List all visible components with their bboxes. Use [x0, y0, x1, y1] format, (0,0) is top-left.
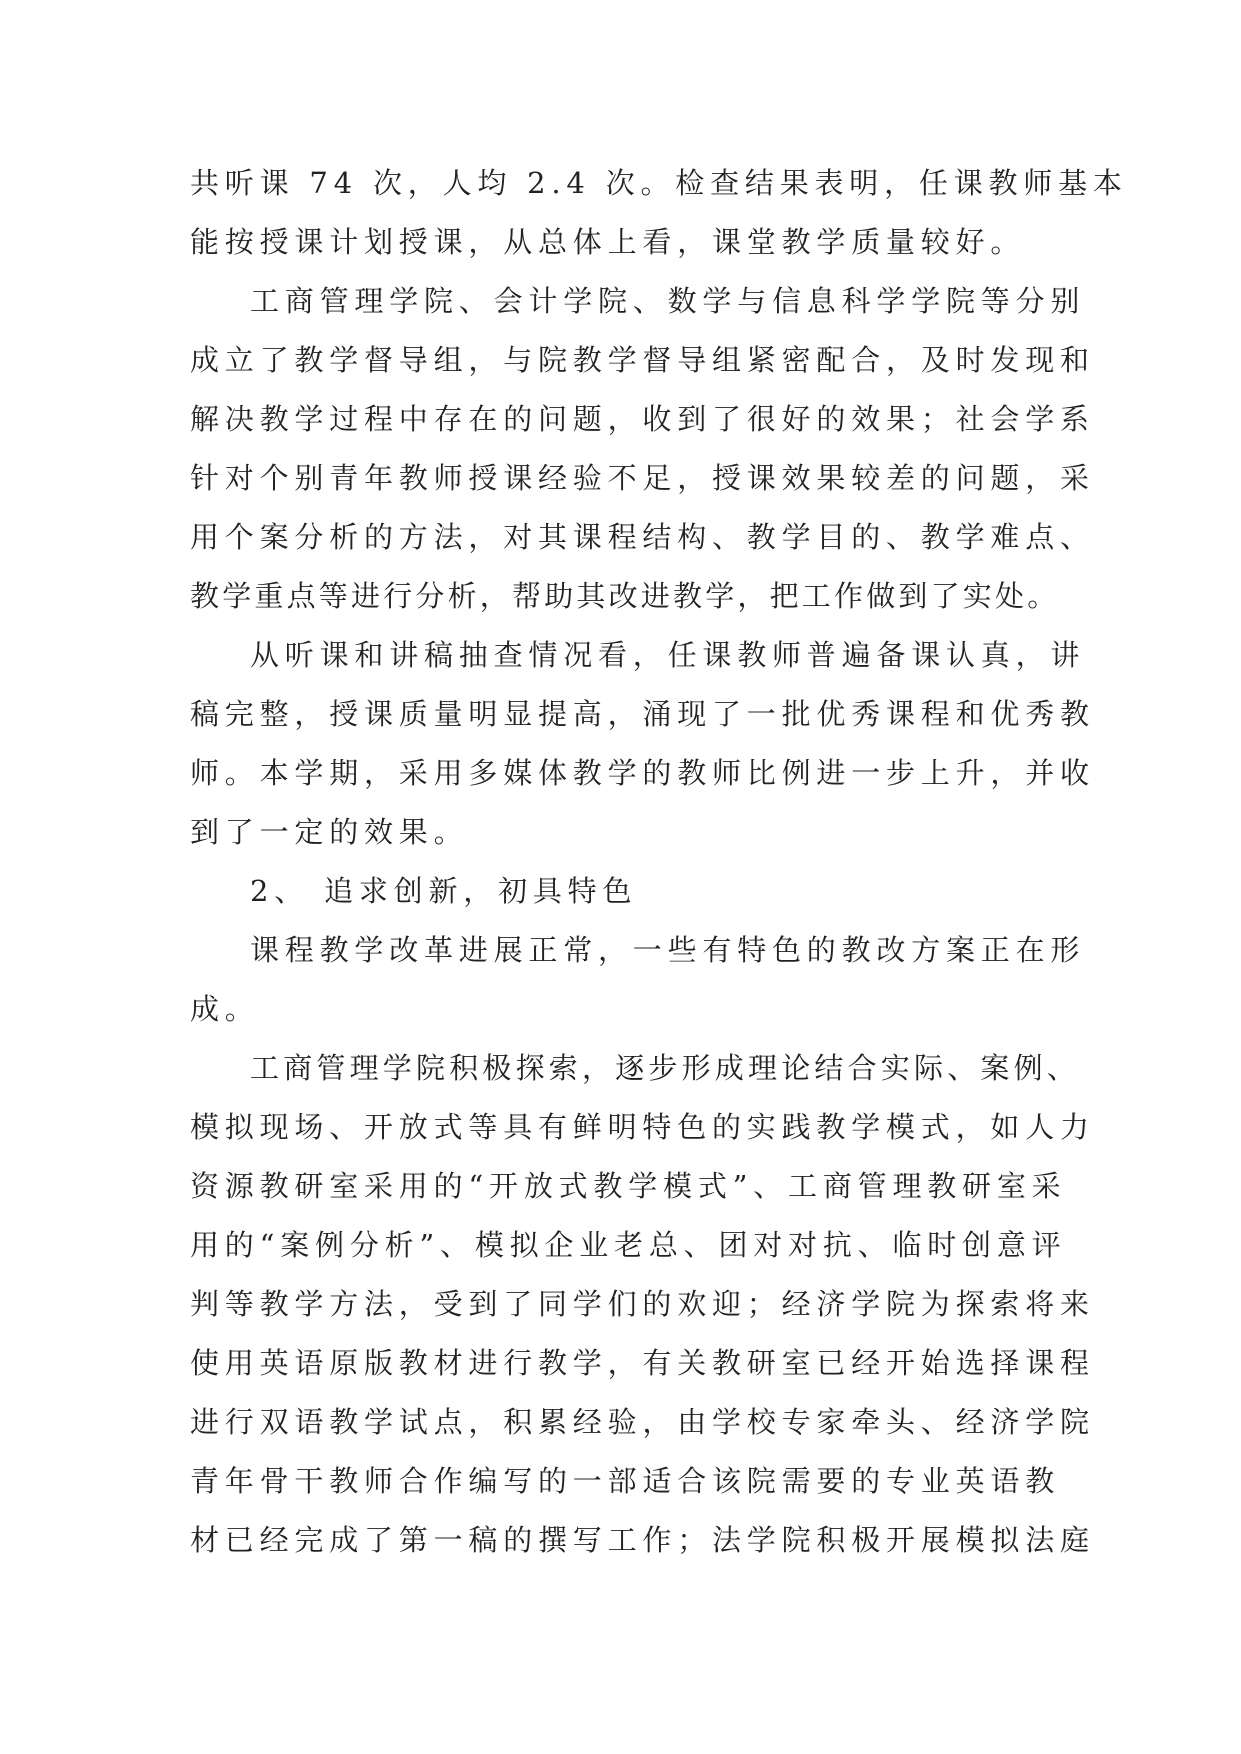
body-line: 针对个别青年教师授课经验不足，授课效果较差的问题，采 — [190, 461, 1095, 495]
paragraph-start-line: 工商管理学院积极探索，逐步形成理论结合实际、案例、 — [250, 1051, 1081, 1085]
paragraph-start-line: 课程教学改革进展正常，一些有特色的教改方案正在形 — [250, 933, 1086, 967]
body-line: 材已经完成了第一稿的撰写工作；法学院积极开展模拟法庭 — [190, 1523, 1095, 1557]
body-line: 师。本学期，采用多媒体教学的教师比例进一步上升，并收 — [190, 756, 1095, 790]
document-body — [190, 154, 1128, 1570]
body-line: 模拟现场、开放式等具有鲜明特色的实践教学模式，如人力 — [190, 1110, 1095, 1144]
body-line: 青年骨干教师合作编写的一部适合该院需要的专业英语教 — [190, 1464, 1061, 1498]
body-line: 用个案分析的方法，对其课程结构、教学目的、教学难点、 — [190, 520, 1095, 554]
paragraph-start-line: 从听课和讲稿抽查情况看，任课教师普遍备课认真，讲 — [250, 638, 1086, 672]
body-line: 判等教学方法，受到了同学们的欢迎；经济学院为探索将来 — [190, 1287, 1095, 1321]
body-line: 成立了教学督导组，与院教学督导组紧密配合，及时发现和 — [190, 343, 1095, 377]
body-line: 教学重点等进行分析，帮助其改进教学，把工作做到了实处。 — [190, 579, 1060, 613]
body-line: 解决教学过程中存在的问题，收到了很好的效果；社会学系 — [190, 402, 1095, 436]
body-line: 稿完整，授课质量明显提高，涌现了一批优秀课程和优秀教 — [190, 697, 1095, 731]
body-line: 用的“案例分析”、模拟企业老总、团对对抗、临时创意评 — [190, 1228, 1067, 1262]
body-line: 能按授课计划授课，从总体上看，课堂教学质量较好。 — [190, 225, 1026, 259]
body-line: 进行双语教学试点，积累经验，由学校专家牵头、经济学院 — [190, 1405, 1095, 1439]
body-line: 共听课 74 次，人均 2.4 次。检查结果表明，任课教师基本 — [190, 166, 1128, 200]
body-line: 到了一定的效果。 — [190, 815, 469, 849]
body-line: 成。 — [190, 992, 260, 1026]
body-line: 资源教研室采用的“开放式教学模式”、工商管理教研室采 — [190, 1169, 1067, 1203]
section-heading: 2、 追求创新，初具特色 — [250, 874, 638, 908]
body-line: 使用英语原版教材进行教学，有关教研室已经开始选择课程 — [190, 1346, 1095, 1380]
paragraph-start-line: 工商管理学院、会计学院、数学与信息科学学院等分别 — [250, 284, 1086, 318]
